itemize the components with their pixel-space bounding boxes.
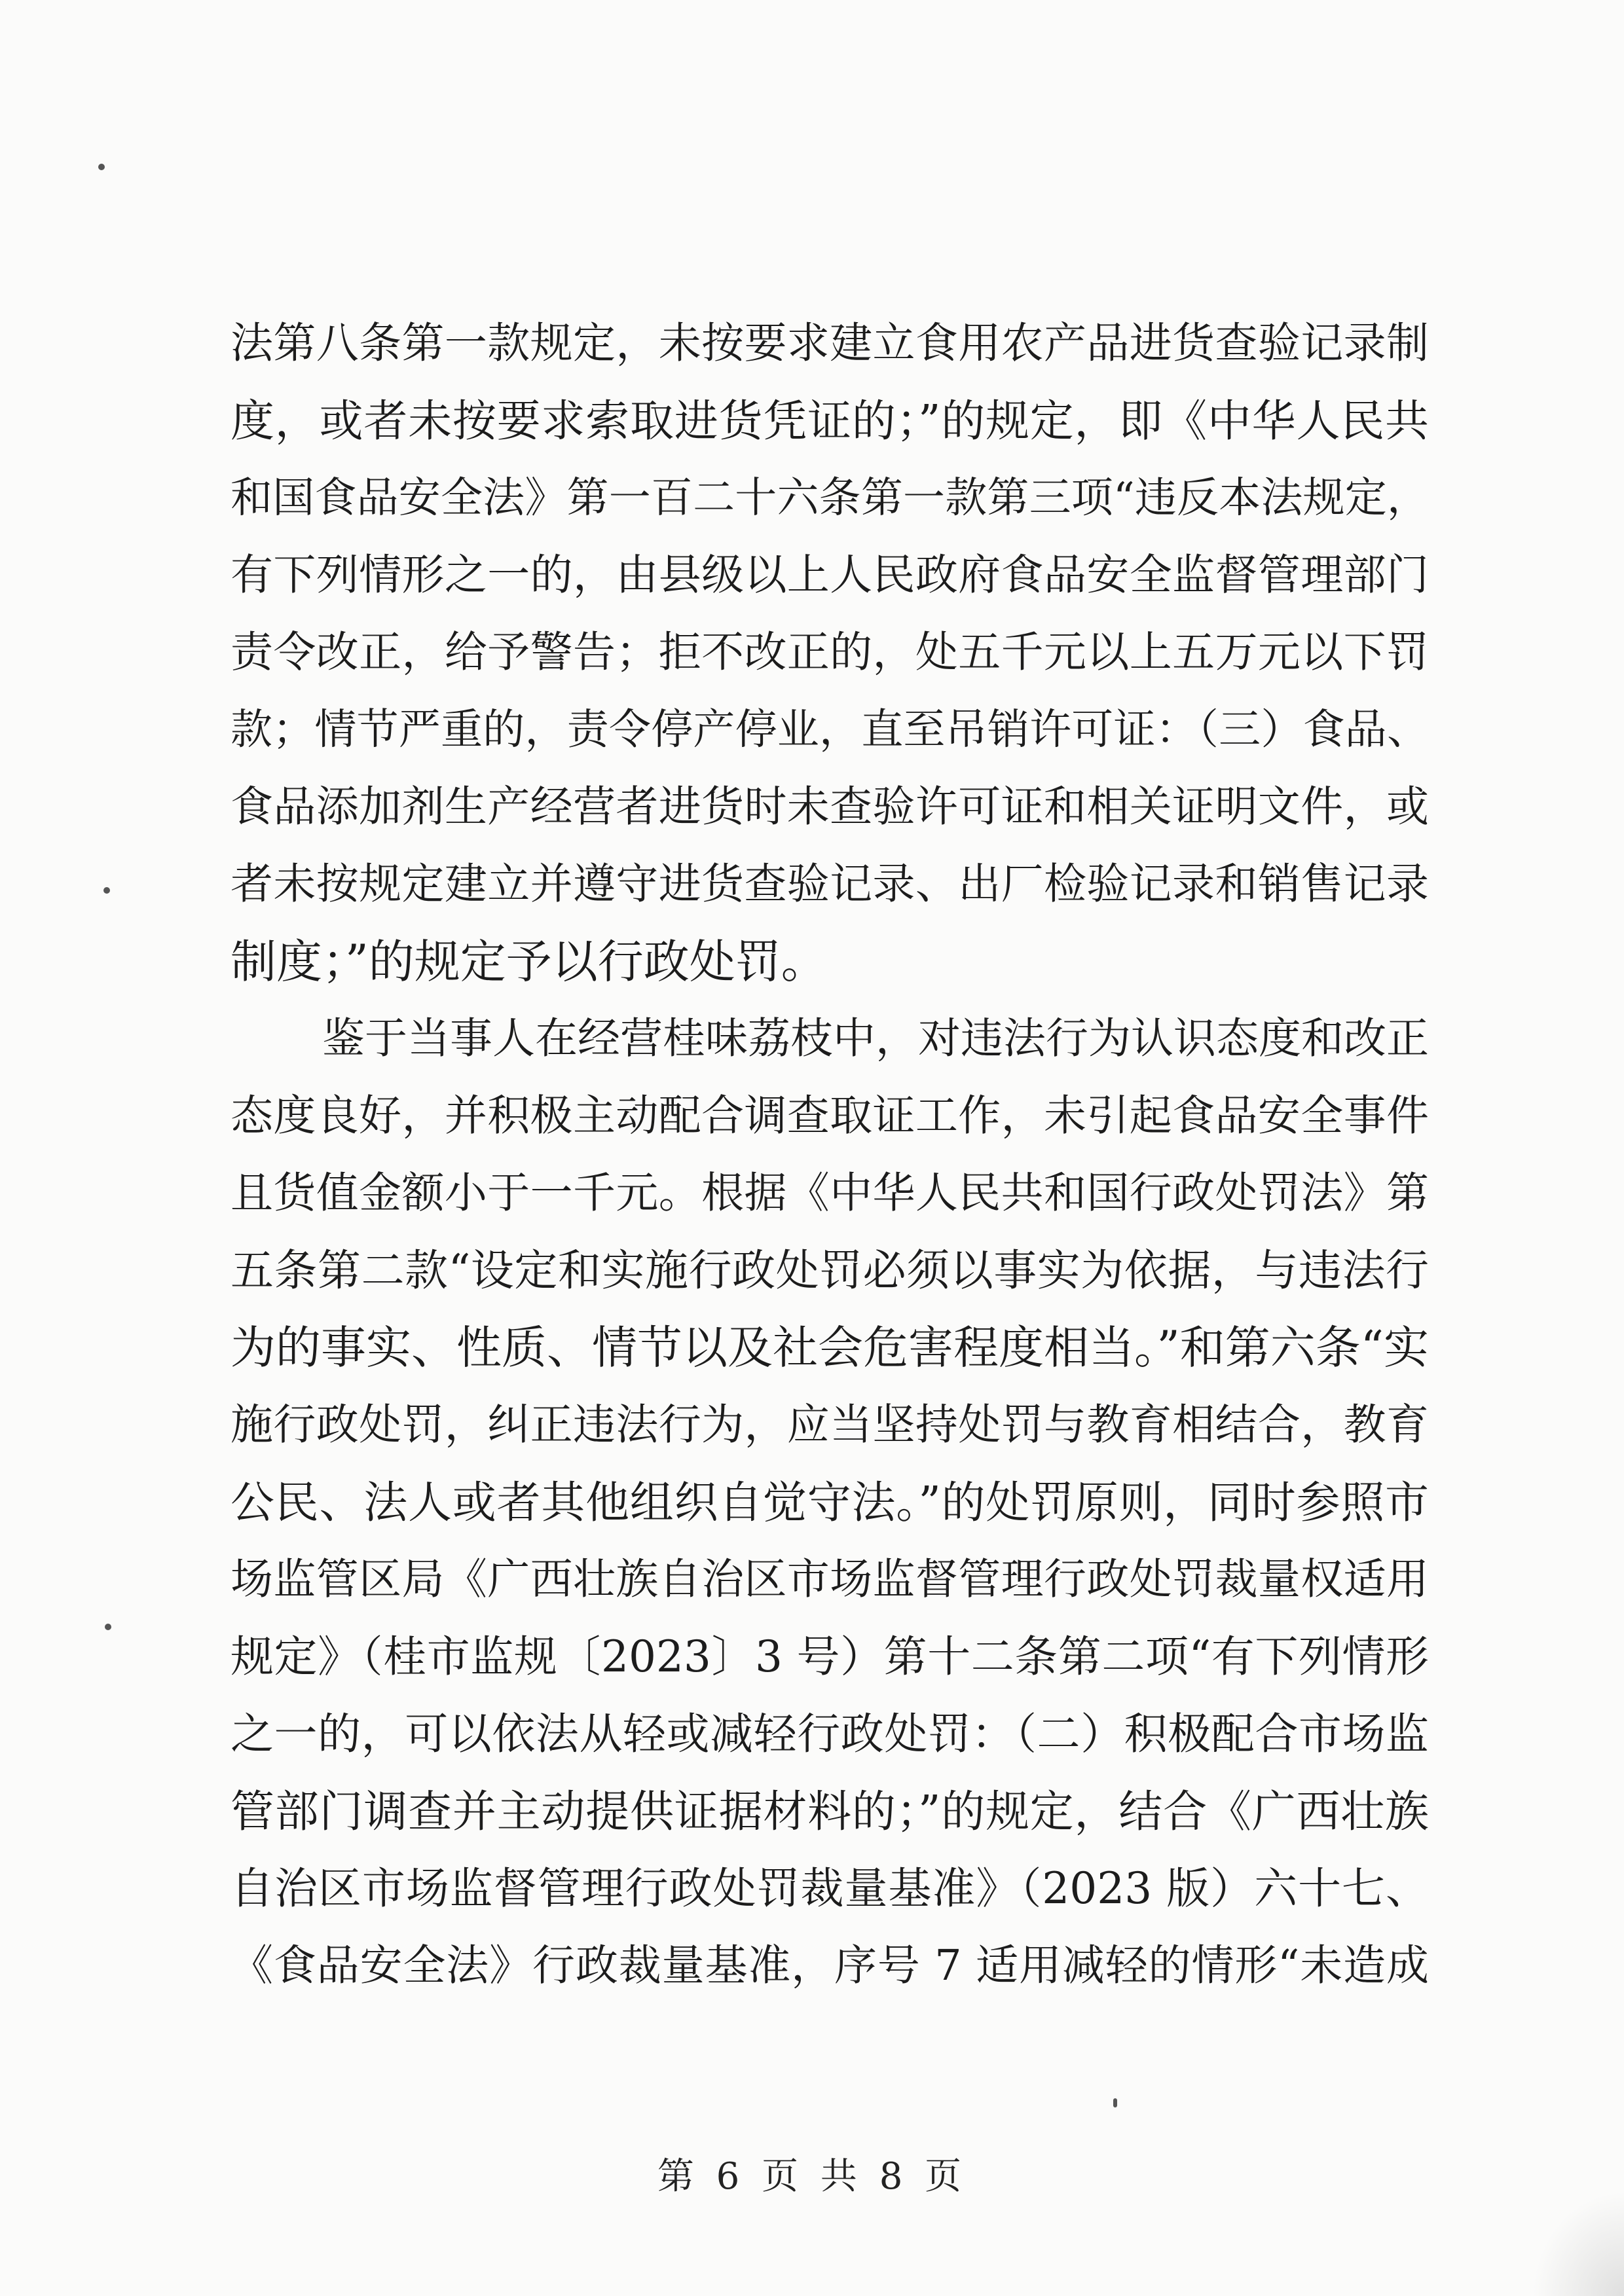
- document-body: [231, 305, 1429, 2005]
- text-line: 鉴于当事人在经营桂味荔枝中，对违法行为认识态度和改正: [322, 1014, 1430, 1063]
- text-line: 有下列情形之一的，由县级以上人民政府食品安全监督管理部门: [231, 551, 1429, 600]
- text-line: 五条第二款“设定和实施行政处罚必须以事实为依据，与违法行: [231, 1245, 1429, 1296]
- text-line: 为的事实、性质、情节以及社会危害程度相当。”和第六条“实: [231, 1322, 1430, 1374]
- text-line: 态度良好，并积极主动配合调查取证工作，未引起食品安全事件: [231, 1091, 1429, 1140]
- text-line: 度，或者未按要求索取进货凭证的；”的规定，即《中华人民共: [231, 395, 1429, 446]
- text-line: 和国食品安全法》第一百二十六条第一款第三项“违反本法规定，: [231, 474, 1429, 522]
- text-line: 公民、法人或者其他组织自觉守法。”的处罚原则，同时参照市: [231, 1477, 1429, 1528]
- paragraph-2: [231, 1000, 1429, 2005]
- text-line: 且货值金额小于一千元。根据《中华人民共和国行政处罚法》第: [231, 1169, 1429, 1218]
- text-line: 法第八条第一款规定，未按要求建立食用农产品进货查验记录制: [231, 319, 1429, 368]
- scan-speck: [98, 164, 105, 170]
- text-line: 规定》（桂市监规〔2023〕3 号）第十二条第二项“有下列情形: [231, 1631, 1429, 1682]
- text-line: 食品添加剂生产经营者进货时未查验许可证和相关证明文件，或: [231, 782, 1429, 831]
- text-line: 场监管区局《广西壮族自治区市场监督管理行政处罚裁量权适用: [231, 1555, 1429, 1604]
- text-line: 管部门调查并主动提供证据材料的；”的规定，结合《广西壮族: [231, 1786, 1429, 1837]
- text-line: 《食品安全法》行政裁量基准，序号 7 适用减轻的情形“未造成: [231, 1941, 1429, 1990]
- text-line: 制度；”的规定予以行政处罚。: [231, 935, 827, 989]
- scan-speck: [105, 1624, 111, 1630]
- text-line: 自治区市场监督管理行政处罚裁量基准》（2023 版）六十七、: [231, 1863, 1429, 1914]
- paragraph-1: [231, 305, 1429, 1000]
- scan-shadow: [1532, 2191, 1624, 2296]
- text-line: 责令改正，给予警告；拒不改正的，处五千元以上五万元以下罚: [231, 628, 1429, 677]
- text-line: 者未按规定建立并遵守进货查验记录、出厂检验记录和销售记录: [231, 860, 1429, 909]
- scan-speck: [1113, 2098, 1117, 2107]
- text-line: 之一的，可以依法从轻或减轻行政处罚：（二）积极配合市场监: [231, 1709, 1429, 1759]
- scan-speck: [103, 887, 110, 894]
- page-number: 第 6 页 共 8 页: [657, 2155, 967, 2198]
- text-line: 款；情节严重的，责令停产停业，直至吊销许可证：（三）食品、: [231, 706, 1429, 754]
- text-line: 施行政处罚，纠正违法行为，应当坚持处罚与教育相结合，教育: [231, 1400, 1429, 1449]
